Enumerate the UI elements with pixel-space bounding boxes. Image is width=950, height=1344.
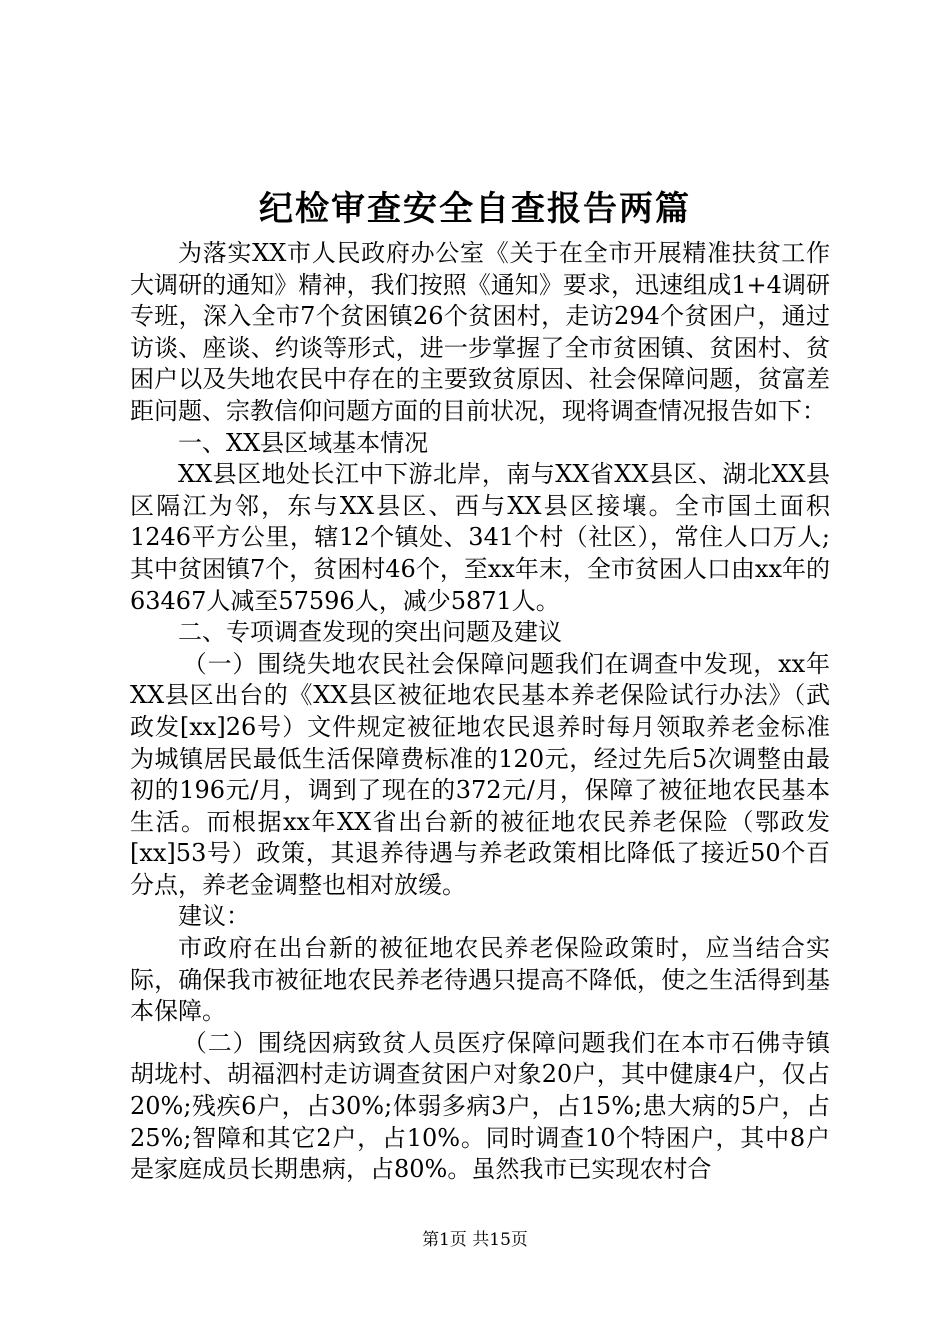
page-footer: 第1页 共15页 xyxy=(422,1230,528,1250)
document-body xyxy=(130,238,830,1186)
suggestion-paragraph: 市政府在出台新的被征地农民养老保险政策时，应当结合实际，确保我市被征地农民养老待遇只提高不降低，使之生活得到基本保障。 xyxy=(130,934,830,1026)
document-title: 纪检审查安全自查报告两篇 xyxy=(259,189,691,229)
subsection-2-paragraph: （二）围绕因病致贫人员医疗保障问题我们在本市石佛寺镇胡垅村、胡福泗村走访调查贫困户对象20户，其中健康4户，仅占20%;残疾6户，占30%;体弱多病3户，占15%;患大病的5户，占25%;智障和其它2户，占10%。同时调查10个特困户，其中8户是家庭成员长期患病，占80%。虽然我市已实现农村合 xyxy=(130,1028,830,1184)
section-heading-1: 一、XX县区域基本情况 xyxy=(178,428,429,457)
section-1-paragraph: XX县区地处长江中下游北岸，南与XX省XX县区、湖北XX县区隔江为邻，东与XX县区、西与XX县区接壤。全市国土面积1246平方公里，辖12个镇处、341个村（社区），常住人口万人;其中贫困镇7个，贫困村46个，至xx年末，全市贫困人口由xx年的63467人减至57596人，减少5871人。 xyxy=(130,460,830,615)
suggestion-label: 建议： xyxy=(178,902,250,931)
section-heading-2: 二、专项调查发现的突出问题及建议 xyxy=(178,618,562,647)
subsection-1-paragraph: （一）围绕失地农民社会保障问题我们在调查中发现，xx年XX县区出台的《XX县区被征地农民基本养老保险试行办法》（武政发[xx]26号）文件规定被征地农民退养时每月领取养老金标准为城镇居民最低生活保障费标准的120元，经过先后5次调整由最初的196元/月，调到了现在的372元/月，保障了被征地农民基本生活。而根据xx年XX省出台新的被征地农民养老保险（鄂政发[xx]53号）政策，其退养待遇与养老政策相比降低了接近50个百分点，养老金调整也相对放缓。 xyxy=(130,649,830,899)
intro-paragraph: 为落实XX市人民政府办公室《关于在全市开展精准扶贫工作大调研的通知》精神，我们按照《通知》要求，迅速组成1+4调研专班，深入全市7个贫困镇26个贫困村，走访294个贫困户，通过访谈、座谈、约谈等形式，进一步掌握了全市贫困镇、贫困村、贫困户以及失地农民中存在的主要致贫原因、社会保障问题，贫富差距问题、宗教信仰问题方面的目前状况，现将调查情况报告如下： xyxy=(130,239,830,425)
